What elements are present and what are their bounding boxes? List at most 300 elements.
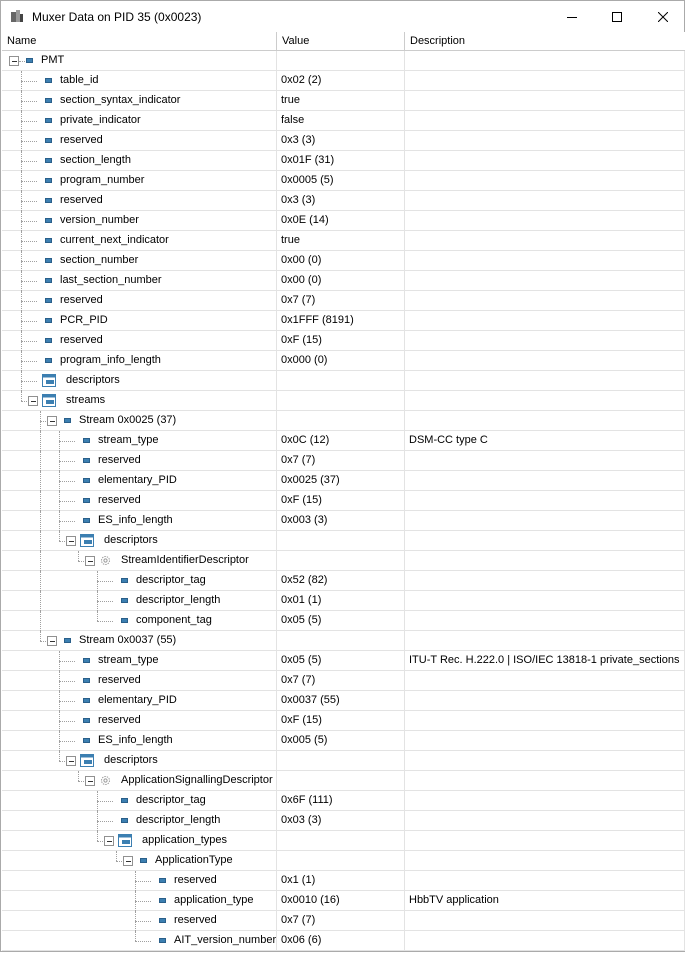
tree-line: [135, 901, 151, 902]
node-label: ES_info_length: [98, 514, 173, 526]
tree-line: [40, 431, 41, 451]
close-icon: [658, 12, 668, 22]
name-cell: [2, 851, 277, 871]
name-cell: [2, 191, 277, 211]
tree-row[interactable]: [2, 611, 685, 631]
folder-group-icon: [80, 754, 94, 767]
tree-row[interactable]: [2, 751, 685, 771]
tree-line: [59, 681, 75, 682]
value-cell: [277, 551, 405, 571]
tree-row[interactable]: [2, 111, 685, 131]
value-cell: 0x00 (0): [277, 251, 405, 271]
tree-line: [40, 491, 41, 511]
node-label: reserved: [60, 334, 103, 346]
field-icon: [83, 438, 90, 443]
node-label: PMT: [41, 54, 65, 66]
field-icon: [83, 678, 90, 683]
field-icon: [45, 278, 52, 283]
description-cell: HbbTV application: [405, 891, 685, 911]
name-cell: [2, 291, 277, 311]
tree-line: [78, 551, 79, 561]
value-cell: 0x05 (5): [277, 651, 405, 671]
column-header: [2, 32, 685, 51]
description-cell: [405, 731, 685, 751]
tree-line: [21, 321, 37, 322]
tree-line: [21, 301, 37, 302]
description-cell: [405, 751, 685, 771]
tree-row[interactable]: [2, 811, 685, 831]
name-cell: [2, 631, 277, 651]
node-label: Stream 0x0025 (37): [79, 414, 177, 426]
tree-line: [97, 581, 113, 582]
tree-line: [21, 121, 37, 122]
value-cell: 0x1FFF (8191): [277, 311, 405, 331]
value-cell: [277, 411, 405, 431]
value-cell: [277, 631, 405, 651]
name-cell: [2, 731, 277, 751]
node-label: section_syntax_indicator: [60, 94, 181, 106]
node-label: table_id: [60, 74, 99, 86]
description-cell: [405, 811, 685, 831]
value-cell: 0x1 (1): [277, 871, 405, 891]
tree-line: [40, 571, 41, 591]
description-cell: [405, 911, 685, 931]
node-label: application_types: [142, 834, 228, 846]
description-cell: [405, 491, 685, 511]
tree-row[interactable]: [2, 191, 685, 211]
maximize-button[interactable]: [594, 1, 640, 32]
node-label: ApplicationType: [155, 854, 233, 866]
node-label: reserved: [98, 494, 141, 506]
tree-row[interactable]: [2, 371, 685, 391]
node-label: elementary_PID: [98, 694, 177, 706]
description-cell: [405, 791, 685, 811]
node-label: stream_type: [98, 654, 159, 666]
name-cell: [2, 891, 277, 911]
value-cell: 0xF (15): [277, 711, 405, 731]
close-button[interactable]: [640, 1, 686, 32]
value-cell: 0xF (15): [277, 331, 405, 351]
tree-row[interactable]: [2, 831, 685, 851]
description-cell: [405, 551, 685, 571]
name-cell: [2, 351, 277, 371]
tree-row[interactable]: [2, 791, 685, 811]
description-cell: [405, 91, 685, 111]
field-icon: [83, 738, 90, 743]
name-cell: [2, 51, 277, 71]
field-icon: [64, 638, 71, 643]
name-cell: [2, 591, 277, 611]
description-cell: [405, 471, 685, 491]
name-cell: [2, 91, 277, 111]
tree-row[interactable]: [2, 211, 685, 231]
tree-row[interactable]: [2, 871, 685, 891]
value-cell: 0x7 (7): [277, 911, 405, 931]
description-cell: [405, 231, 685, 251]
value-cell: 0x7 (7): [277, 451, 405, 471]
tree-line: [59, 441, 75, 442]
field-icon: [45, 118, 52, 123]
description-cell: [405, 851, 685, 871]
node-label: descriptor_length: [136, 814, 221, 826]
tree-line: [40, 631, 41, 641]
tree-line: [40, 591, 41, 611]
tree-row[interactable]: [2, 311, 685, 331]
description-cell: [405, 271, 685, 291]
gear-icon: [100, 555, 111, 566]
tree-line: [97, 621, 113, 622]
name-cell: [2, 251, 277, 271]
tree-line: [135, 921, 151, 922]
tree-line: [78, 771, 79, 781]
node-label: reserved: [60, 294, 103, 306]
field-icon: [45, 258, 52, 263]
tree-line: [59, 501, 75, 502]
value-cell: [277, 751, 405, 771]
value-cell: 0x7 (7): [277, 291, 405, 311]
name-cell: [2, 71, 277, 91]
name-cell: [2, 411, 277, 431]
tree-line: [59, 701, 75, 702]
node-label: component_tag: [136, 614, 212, 626]
tree-grid[interactable]: [2, 32, 685, 952]
tree-row[interactable]: [2, 651, 685, 671]
tree-line: [21, 81, 37, 82]
tree-line: [59, 521, 75, 522]
value-cell: 0x0037 (55): [277, 691, 405, 711]
description-cell: [405, 691, 685, 711]
node-label: PCR_PID: [60, 314, 108, 326]
node-label: elementary_PID: [98, 474, 177, 486]
tree-line: [21, 181, 37, 182]
tree-row[interactable]: [2, 531, 685, 551]
name-cell: [2, 571, 277, 591]
tree-row[interactable]: [2, 671, 685, 691]
name-cell: [2, 811, 277, 831]
tree-row[interactable]: [2, 471, 685, 491]
tree-line: [21, 161, 37, 162]
gear-icon: [100, 775, 111, 786]
field-icon: [140, 858, 147, 863]
description-cell: [405, 871, 685, 891]
name-cell: [2, 671, 277, 691]
tree-line: [21, 281, 37, 282]
name-cell: [2, 651, 277, 671]
value-cell: false: [277, 111, 405, 131]
tree-line: [21, 361, 37, 362]
value-cell: [277, 531, 405, 551]
tree-line: [21, 381, 37, 382]
name-cell: [2, 471, 277, 491]
field-icon: [64, 418, 71, 423]
value-cell: 0x003 (3): [277, 511, 405, 531]
tree-row[interactable]: [2, 931, 685, 951]
field-icon: [45, 358, 52, 363]
collapse-toggle-icon[interactable]: [123, 856, 133, 866]
collapse-toggle-icon[interactable]: [66, 536, 76, 546]
node-label: reserved: [60, 134, 103, 146]
title-bar[interactable]: [1, 1, 684, 32]
maximize-icon: [612, 12, 622, 22]
tree-row[interactable]: [2, 891, 685, 911]
value-cell: 0x0025 (37): [277, 471, 405, 491]
description-cell: [405, 611, 685, 631]
value-cell: true: [277, 231, 405, 251]
field-icon: [83, 498, 90, 503]
tree-line: [21, 141, 37, 142]
field-icon: [45, 98, 52, 103]
field-icon: [45, 78, 52, 83]
tree-row[interactable]: [2, 51, 685, 71]
field-icon: [159, 918, 166, 923]
tree-row[interactable]: [2, 171, 685, 191]
name-cell: [2, 111, 277, 131]
description-cell: [405, 411, 685, 431]
tree-row[interactable]: [2, 251, 685, 271]
field-icon: [45, 238, 52, 243]
value-cell: [277, 771, 405, 791]
value-cell: true: [277, 91, 405, 111]
value-cell: 0x0010 (16): [277, 891, 405, 911]
column-header-value[interactable]: Value: [277, 32, 405, 51]
collapse-toggle-icon[interactable]: [47, 636, 57, 646]
folder-group-icon: [80, 534, 94, 547]
tree-line: [40, 611, 41, 631]
node-label: ApplicationSignallingDescriptor: [121, 774, 273, 786]
description-cell: [405, 151, 685, 171]
value-cell: 0x3 (3): [277, 131, 405, 151]
description-cell: [405, 191, 685, 211]
name-cell: [2, 491, 277, 511]
collapse-toggle-icon[interactable]: [85, 776, 95, 786]
name-cell: [2, 451, 277, 471]
tree-row[interactable]: [2, 231, 685, 251]
value-cell: 0x52 (82): [277, 571, 405, 591]
name-cell: [2, 911, 277, 931]
value-cell: [277, 831, 405, 851]
node-label: reserved: [98, 714, 141, 726]
node-label: last_section_number: [60, 274, 162, 286]
node-label: reserved: [174, 874, 217, 886]
tree-row[interactable]: [2, 291, 685, 311]
tree-line: [97, 831, 98, 841]
node-label: program_info_length: [60, 354, 161, 366]
field-icon: [45, 178, 52, 183]
node-label: streams: [66, 394, 106, 406]
field-icon: [159, 938, 166, 943]
value-cell: 0x0E (14): [277, 211, 405, 231]
value-cell: [277, 371, 405, 391]
field-icon: [45, 338, 52, 343]
tree-line: [59, 721, 75, 722]
field-icon: [83, 518, 90, 523]
tree-line: [97, 821, 113, 822]
value-cell: 0x06 (6): [277, 931, 405, 951]
node-label: program_number: [60, 174, 145, 186]
field-icon: [121, 618, 128, 623]
tree-row[interactable]: [2, 331, 685, 351]
node-label: section_number: [60, 254, 139, 266]
description-cell: [405, 211, 685, 231]
description-cell: [405, 391, 685, 411]
value-cell: 0x3 (3): [277, 191, 405, 211]
tree-line: [59, 751, 60, 761]
app-icon: [10, 9, 24, 23]
tree-row[interactable]: [2, 591, 685, 611]
tree-row[interactable]: [2, 271, 685, 291]
tree-line: [21, 201, 37, 202]
value-cell: 0x01 (1): [277, 591, 405, 611]
tree-line: [135, 931, 136, 941]
description-cell: [405, 131, 685, 151]
tree-row[interactable]: [2, 911, 685, 931]
name-cell: [2, 531, 277, 551]
tree-row[interactable]: [2, 511, 685, 531]
tree-line: [21, 101, 37, 102]
collapse-toggle-icon[interactable]: [85, 556, 95, 566]
tree-line: [59, 481, 75, 482]
value-cell: 0x05 (5): [277, 611, 405, 631]
collapse-toggle-icon[interactable]: [47, 416, 57, 426]
value-cell: 0x005 (5): [277, 731, 405, 751]
node-label: reserved: [60, 194, 103, 206]
tree-row[interactable]: [2, 571, 685, 591]
node-label: Stream 0x0037 (55): [79, 634, 177, 646]
tree-row[interactable]: [2, 711, 685, 731]
field-icon: [121, 818, 128, 823]
description-cell: [405, 71, 685, 91]
value-cell: [277, 851, 405, 871]
tree-row[interactable]: [2, 91, 685, 111]
description-cell: [405, 771, 685, 791]
name-cell: [2, 771, 277, 791]
field-icon: [121, 578, 128, 583]
description-cell: [405, 291, 685, 311]
tree-row[interactable]: [2, 551, 685, 571]
node-label: StreamIdentifierDescriptor: [121, 554, 249, 566]
collapse-toggle-icon[interactable]: [9, 56, 19, 66]
node-label: version_number: [60, 214, 139, 226]
description-cell: [405, 251, 685, 271]
name-cell: [2, 611, 277, 631]
tree-row[interactable]: [2, 491, 685, 511]
name-cell: [2, 831, 277, 851]
description-cell: [405, 511, 685, 531]
description-cell: [405, 591, 685, 611]
description-cell: [405, 671, 685, 691]
node-label: application_type: [174, 894, 254, 906]
value-cell: [277, 51, 405, 71]
description-cell: [405, 831, 685, 851]
field-icon: [45, 138, 52, 143]
tree-line: [21, 341, 37, 342]
node-label: descriptors: [104, 754, 158, 766]
description-cell: [405, 531, 685, 551]
tree-row[interactable]: [2, 631, 685, 651]
description-cell: [405, 371, 685, 391]
tree-row[interactable]: [2, 131, 685, 151]
tree-row[interactable]: [2, 351, 685, 371]
field-icon: [26, 58, 33, 63]
tree-row[interactable]: [2, 451, 685, 471]
node-label: descriptors: [66, 374, 120, 386]
folder-group-icon: [42, 394, 56, 407]
name-cell: [2, 171, 277, 191]
tree-line: [40, 511, 41, 531]
collapse-toggle-icon[interactable]: [104, 836, 114, 846]
node-label: private_indicator: [60, 114, 141, 126]
description-cell: ITU-T Rec. H.222.0 | ISO/IEC 13818-1 private_sections: [405, 651, 685, 671]
collapse-toggle-icon[interactable]: [66, 756, 76, 766]
description-cell: [405, 51, 685, 71]
node-label: current_next_indicator: [60, 234, 169, 246]
tree-row[interactable]: [2, 391, 685, 411]
name-cell: [2, 691, 277, 711]
name-cell: [2, 371, 277, 391]
tree-row[interactable]: [2, 71, 685, 91]
tree-line: [116, 851, 117, 861]
description-cell: [405, 111, 685, 131]
column-header-description[interactable]: Description: [410, 35, 466, 47]
minimize-button[interactable]: [549, 1, 595, 32]
tree-line: [59, 741, 75, 742]
tree-row[interactable]: [2, 431, 685, 451]
field-icon: [45, 218, 52, 223]
tree-line: [21, 241, 37, 242]
field-icon: [83, 458, 90, 463]
description-cell: [405, 931, 685, 951]
value-cell: 0x0C (12): [277, 431, 405, 451]
name-cell: [2, 711, 277, 731]
tree-row[interactable]: [2, 851, 685, 871]
tree-row[interactable]: [2, 771, 685, 791]
node-label: section_length: [60, 154, 131, 166]
tree-row[interactable]: [2, 731, 685, 751]
node-label: descriptor_tag: [136, 574, 206, 586]
name-cell: [2, 151, 277, 171]
description-cell: [405, 631, 685, 651]
tree-row[interactable]: [2, 691, 685, 711]
field-icon: [45, 198, 52, 203]
field-icon: [83, 698, 90, 703]
tree-line: [40, 471, 41, 491]
field-icon: [121, 598, 128, 603]
node-label: ES_info_length: [98, 734, 173, 746]
column-header-name[interactable]: Name: [2, 32, 277, 51]
tree-line: [97, 611, 98, 621]
tree-line: [59, 661, 75, 662]
collapse-toggle-icon[interactable]: [28, 396, 38, 406]
window-title: Muxer Data on PID 35 (0x0023): [32, 10, 202, 24]
folder-group-icon: [118, 834, 132, 847]
field-icon: [121, 798, 128, 803]
name-cell: [2, 791, 277, 811]
name-cell: [2, 751, 277, 771]
field-icon: [45, 318, 52, 323]
tree-line: [97, 801, 113, 802]
tree-line: [135, 941, 151, 942]
tree-line: [59, 531, 60, 541]
tree-row[interactable]: [2, 411, 685, 431]
field-icon: [83, 658, 90, 663]
node-label: descriptor_length: [136, 594, 221, 606]
name-cell: [2, 231, 277, 251]
node-label: stream_type: [98, 434, 159, 446]
field-icon: [83, 478, 90, 483]
tree-row[interactable]: [2, 151, 685, 171]
description-cell: [405, 351, 685, 371]
value-cell: 0x6F (111): [277, 791, 405, 811]
